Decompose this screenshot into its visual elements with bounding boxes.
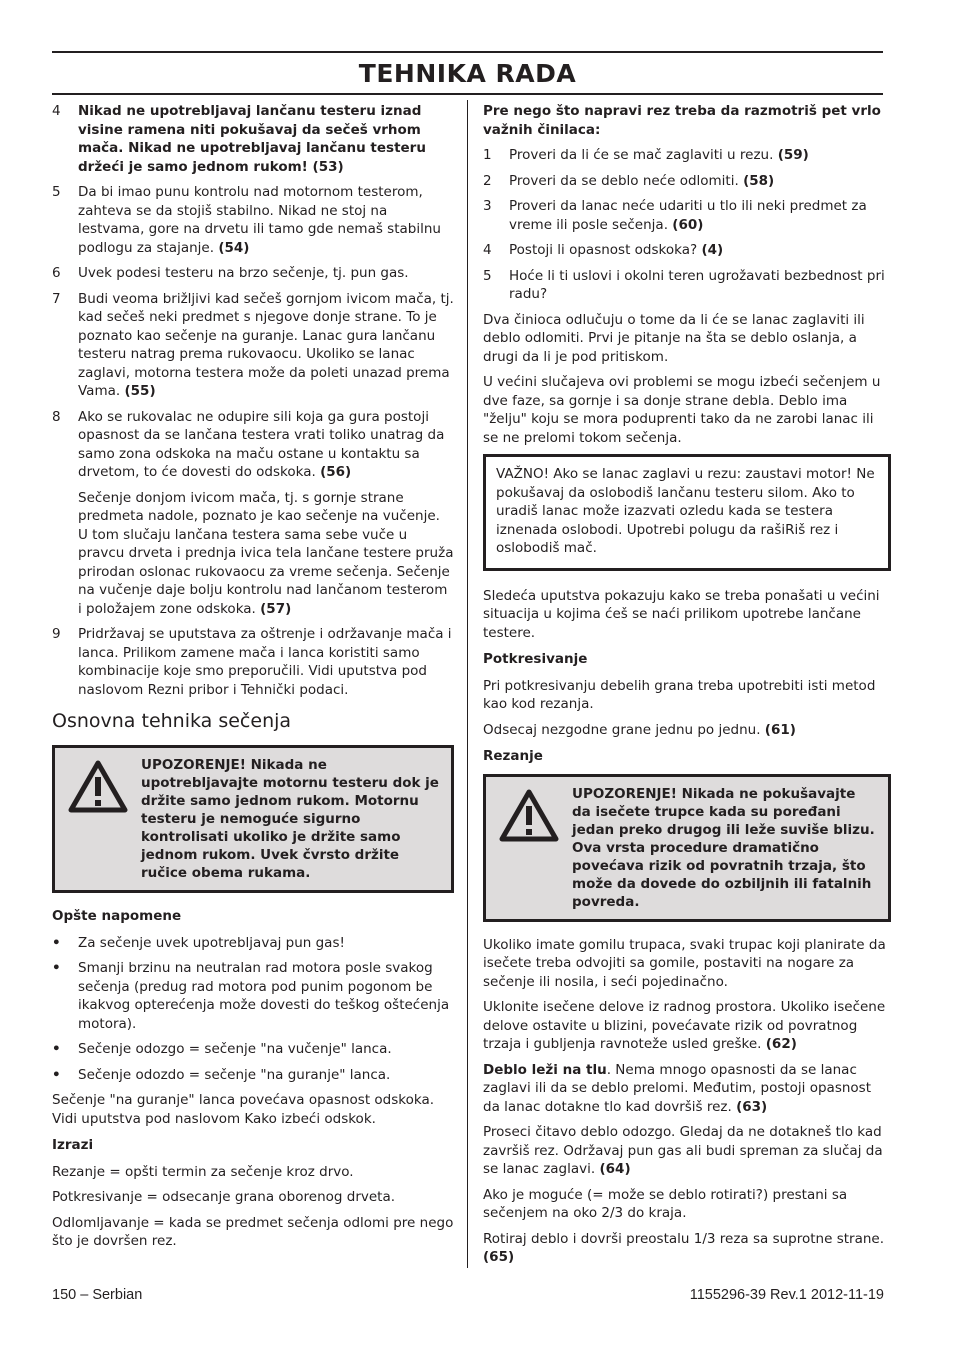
figure-ref: (54): [218, 239, 250, 256]
bullet-icon: •: [52, 934, 61, 951]
figure-ref: (63): [736, 1098, 768, 1115]
list-item: [52, 290, 454, 401]
warning-text: UPOZORENJE! Nikada ne upotrebljavajte motornu testeru dok je držite samo jednom rukom. Motornu testeru je nemoguće sigurno kontrolisati ukoliko je držite samo jednom rukom. Uvek čvrsto držite ručice obema rukama.: [141, 757, 439, 881]
item-text: Ako se rukovalac ne odupire sili koja ga gura postoji opasnost da se lančana testera vrati toliko unatrag da samo zona odskoka na maču ostane u kontaktu sa drvetom, to će dovesti do odskoka.: [78, 408, 445, 480]
bullet-icon: •: [52, 1041, 61, 1057]
term-definition: Odlomljavanje = kada se predmet sečenja odlomi pre nego što je dovršen rez.: [52, 1214, 454, 1249]
subheading: Rezanje: [483, 748, 543, 764]
bullet-item: • Za sečenje uvek upotrebljavaj pun gas!: [52, 934, 345, 951]
top-rule: [52, 51, 883, 53]
document-id: 1155296-39 Rev.1 2012-11-19: [689, 1287, 884, 1303]
list-item: 1 Proveri da li će se mač zaglaviti u rezu. (59): [483, 147, 809, 163]
item-number: 4: [483, 242, 492, 258]
bullet-icon: •: [52, 1066, 61, 1083]
item-text: Nikad ne upotrebljavaj lančanu testeru iznad visine ramena niti pokušavaj da sečeš vrhom mača. Nikad ne upotrebljavaj lančanu testeru držeći je samo jednom rukom!: [78, 103, 426, 175]
page-number: 150 – Serbian: [52, 1287, 143, 1303]
paragraph: Sečenje donjom ivicom mača, tj. s gornje strane predmeta nadole, poznato je kao sečenje na vučenje. U tom slučaju lančana testera sama sebe vuče u pravcu drveta i prednja ivica tela lančane testere pruža prirodan oslonac rukovaocu za vreme sečenja. Sečenje na vučenje daje bolju kontrolu nad lančanom testerom i položajem zone odskoka. (57): [78, 489, 454, 617]
warning-box: [483, 774, 891, 922]
list-item: [52, 408, 454, 482]
figure-ref: (61): [764, 721, 796, 738]
term-definition: Potkresivanje = odsecanje grana oborenog drveta.: [52, 1189, 396, 1205]
figure-ref: (59): [777, 147, 809, 163]
list-item: 3 Proveri da lanac neće udariti u tlo ili neki predmet za vreme ili posle sečenja. (60): [483, 198, 867, 233]
paragraph: U većini slučajeva ovi problemi se mogu izbeći sečenjem u dve faze, sa gornje i sa donje strane debla. Deblo ima "želju" koju se mora poduprenti tako da ne zarobi lanac ili se ne prelomi tokom sečenja.: [483, 374, 881, 446]
figure-ref: (58): [743, 172, 775, 189]
item-number: 2: [483, 172, 492, 189]
left-column: [52, 102, 454, 1258]
warning-icon: [499, 789, 559, 843]
list-item: [52, 625, 454, 699]
warning-icon: [68, 760, 128, 814]
bullet-item: • Sečenje odozdo = sečenje "na guranje" lanca.: [52, 1066, 391, 1083]
item-number: 3: [483, 198, 492, 214]
section-title: Osnovna tehnika sečenja: [52, 710, 292, 732]
paragraph: Proseci čitavo deblo odozgo. Gledaj da ne dotakneš tlo kad završiš rez. Održavaj pun gas ali budi spreman za slučaj da se lanac zaglavi. (64): [483, 1124, 883, 1177]
item-number: 7: [52, 290, 61, 307]
list-item: 2 Proveri da se deblo neće odlomiti. (58): [483, 172, 775, 189]
paragraph: Dva činioca odlučuju o tome da li će se lanac zaglaviti ili deblo odlomiti. Prvi je pitanje na šta se deblo oslanja, a drugi da li je pod pritiskom.: [483, 311, 865, 365]
intro-text: Pre nego što napravi rez treba da razmotriš pet vrlo važnih činilaca:: [483, 103, 881, 138]
list-item: [52, 102, 454, 176]
column-divider: [467, 100, 468, 1268]
list-item: 5 Hoće li ti uslovi i okolni teren ugrožavati bezbednost pri radu?: [483, 267, 885, 302]
paragraph: Pri potkresivanju debelih grana treba upotrebiti isti metod kao kod rezanja.: [483, 677, 876, 712]
title-rule: [52, 93, 883, 95]
page-title: TEHNIKA RADA: [358, 59, 577, 88]
bullet-icon: •: [52, 960, 61, 976]
item-number: 1: [483, 147, 492, 163]
figure-ref: (62): [765, 1036, 797, 1052]
item-number: 9: [52, 626, 61, 642]
paragraph: Uklonite isečene delove iz radnog prostora. Ukoliko isečene delove ostavite u blizini, povećavate rizik od povratnog trzaja i gubljenja ravnoteže usled greške. (62): [483, 999, 886, 1052]
item-number: 8: [52, 408, 61, 425]
figure-ref: (57): [260, 600, 292, 617]
list-item: [52, 264, 454, 283]
item-text: Da bi imao punu kontrolu nad motornom testerom, zahteva se da stojiš stabilno. Nikad ne stoj na lestvama, gore na drvetu ili tamo gde nemaš stabilnu podlogu za stajanje.: [78, 184, 441, 256]
item-text: Budi veoma brižljivi kad sečeš gornjom ivicom mača, tj. kad sečeš neki predmet s njegove donje strane. To je poznato kao sečenje na guranje. Lanac gura lančanu testeru natrag prema rukovaocu. Ukoliko se lanac zaglavi, motorna testera može da poleti unazad prema Vama.: [78, 290, 454, 399]
item-number: 5: [483, 267, 492, 284]
figure-ref: (65): [483, 1249, 515, 1265]
subheading: Opšte napomene: [52, 908, 182, 924]
subheading: Izrazi: [52, 1137, 94, 1153]
paragraph: Ukoliko imate gomilu trupaca, svaki trupac koji planirate da isečete treba odvojiti sa gomile, postaviti na nogare za sečenje ili nosila, i seći pojedinačno.: [483, 936, 886, 990]
bullet-item: • Sečenje odozgo = sečenje "na vučenje" lanca.: [52, 1041, 392, 1057]
figure-ref: (55): [124, 383, 156, 399]
figure-ref: (60): [672, 216, 704, 233]
warning-box: [52, 745, 454, 893]
item-number: 4: [52, 103, 61, 119]
right-column: [483, 102, 891, 1274]
term-definition: Rezanje = opšti termin za sečenje kroz drvo.: [52, 1163, 354, 1180]
paragraph: Deblo leži na tlu. Nema mnogo opasnosti da se lanac zaglavi ili da se deblo prelomi. Međutim, postoji opasnost da lanac dotakne tlo kad dovršiš rez. (63): [483, 1061, 871, 1115]
paragraph: Sečenje "na guranje" lanca povećava opasnost odskoka. Vidi uputstva pod naslovom Kako izbeći odskok.: [52, 1092, 435, 1127]
list-item: [52, 183, 454, 257]
paragraph: Ako je moguće (= može se deblo rotirati?) prestani sa sečenjem na oko 2/3 do kraja.: [483, 1186, 848, 1221]
paragraph: Rotiraj deblo i dovrši preostalu 1/3 reza sa suprotne strane. (65): [483, 1230, 885, 1265]
paragraph: Odsecaj nezgodne grane jednu po jednu. (61): [483, 721, 796, 738]
important-note-box: [483, 454, 891, 571]
figure-ref: (64): [599, 1161, 631, 1177]
figure-ref: (53): [312, 158, 344, 175]
item-number: 6: [52, 265, 61, 281]
bullet-item: • Smanji brzinu na neutralan rad motora posle svakog sečenja (predug rad motora pod punim pogonom be ikakvog opterećenja može dovesti do teškog oštećenja motora).: [52, 960, 450, 1032]
subheading: Potkresivanje: [483, 651, 588, 667]
item-text: Pridržavaj se uputstava za oštrenje i održavanje mača i lanca. Prilikom zamene mača i lanca koristiti samo kombinacije koje smo preporučili. Vidi uputstva pod naslovom Rezni pribor i Tehnički podaci.: [78, 626, 452, 698]
important-text: VAŽNO! Ako se lanac zaglavi u rezu: zaustavi motor! Ne pokušavaj da oslobodiš lančanu testeru silom. Ako to uradiš lanac može izazvati ozledu kada se testera iznenada oslobodi. Upotrebi polugu da rašiRiš rez i oslobodiš mač.: [496, 466, 875, 556]
item-text: Uvek podesi testeru na brzo sečenje, tj. pun gas.: [78, 265, 409, 281]
figure-ref: (56): [320, 464, 352, 480]
figure-ref: (4): [701, 242, 724, 258]
warning-text: UPOZORENJE! Nikada ne pokušavajte da isečete trupce kada su poređani jedan preko drugog ili leže suviše blizu. Ova vrsta procedure dramatično povećava rizik od povratnih trzaja, što može da dovede do ozbiljnih ili fatalnih povreda.: [572, 785, 875, 910]
list-item: 4 Postoji li opasnost odskoka? (4): [483, 242, 724, 258]
item-number: 5: [52, 184, 61, 200]
paragraph: Sledeća uputstva pokazuju kako se treba ponašati u većini situacija u kojima ćeš se naći prilikom upotrebe lančane testere.: [483, 587, 880, 641]
